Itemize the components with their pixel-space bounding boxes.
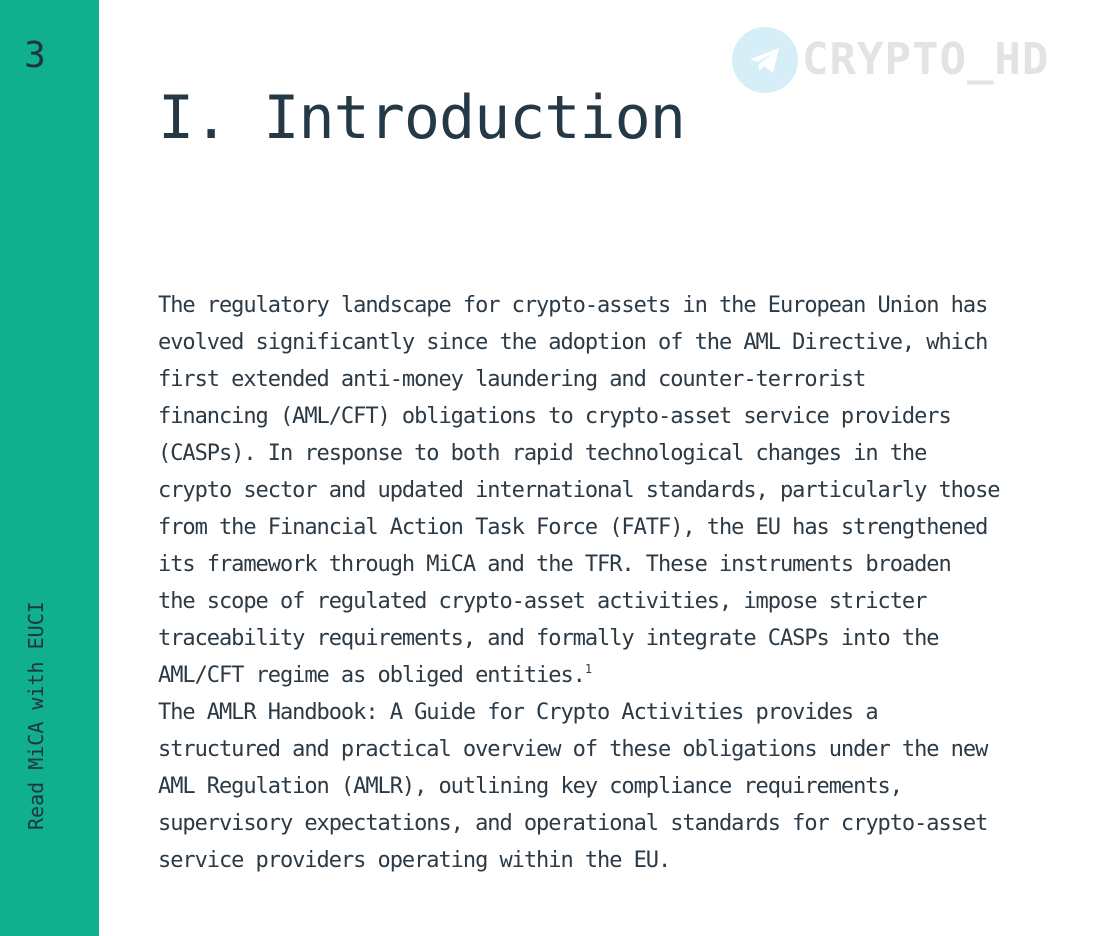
watermark (732, 26, 1049, 94)
watermark-text: CRYPTO_HD (802, 34, 1050, 85)
text-line: from the Financial Action Task Force (FATF), the EU has strengthened (158, 515, 988, 540)
sidebar-band (0, 0, 99, 936)
text-line: evolved significantly since the adoption of the AML Directive, which (158, 330, 988, 355)
paragraph-2 (158, 694, 1058, 879)
text-line: (CASPs). In response to both rapid technological changes in the (158, 441, 927, 466)
text-line: financing (AML/CFT) obligations to crypto-asset service providers (158, 404, 951, 429)
footnote-ref[interactable]: 1 (584, 662, 592, 676)
text-line: structured and practical overview of these obligations under the new (158, 737, 988, 762)
text-line: the scope of regulated crypto-asset activities, impose stricter (158, 589, 927, 614)
text-line: The AMLR Handbook: A Guide for Crypto Activities provides a (158, 700, 878, 725)
text-line-last (158, 657, 1058, 694)
body-text (158, 287, 1058, 879)
page-title: I. Introduction (158, 83, 685, 153)
text-line: supervisory expectations, and operational standards for crypto-asset (158, 811, 988, 836)
text-line: its framework through MiCA and the TFR. These instruments broaden (158, 552, 951, 577)
paragraph-1 (158, 287, 1058, 694)
text-line: The regulatory landscape for crypto-assets in the European Union has (158, 293, 988, 318)
text-line: crypto sector and updated international standards, particularly those (158, 478, 1000, 503)
telegram-icon (732, 27, 798, 93)
text-line: AML/CFT regime as obliged entities. (158, 663, 585, 688)
text-line: AML Regulation (AMLR), outlining key compliance requirements, (158, 774, 902, 799)
text-line: first extended anti-money laundering and counter-terrorist (158, 367, 866, 392)
page-number: 3 (24, 35, 46, 76)
text-line: service providers operating within the EU. (158, 848, 671, 873)
sidebar-caption: Read MiCA with EUCI (24, 601, 48, 830)
text-line: traceability requirements, and formally integrate CASPs into the (158, 626, 939, 651)
